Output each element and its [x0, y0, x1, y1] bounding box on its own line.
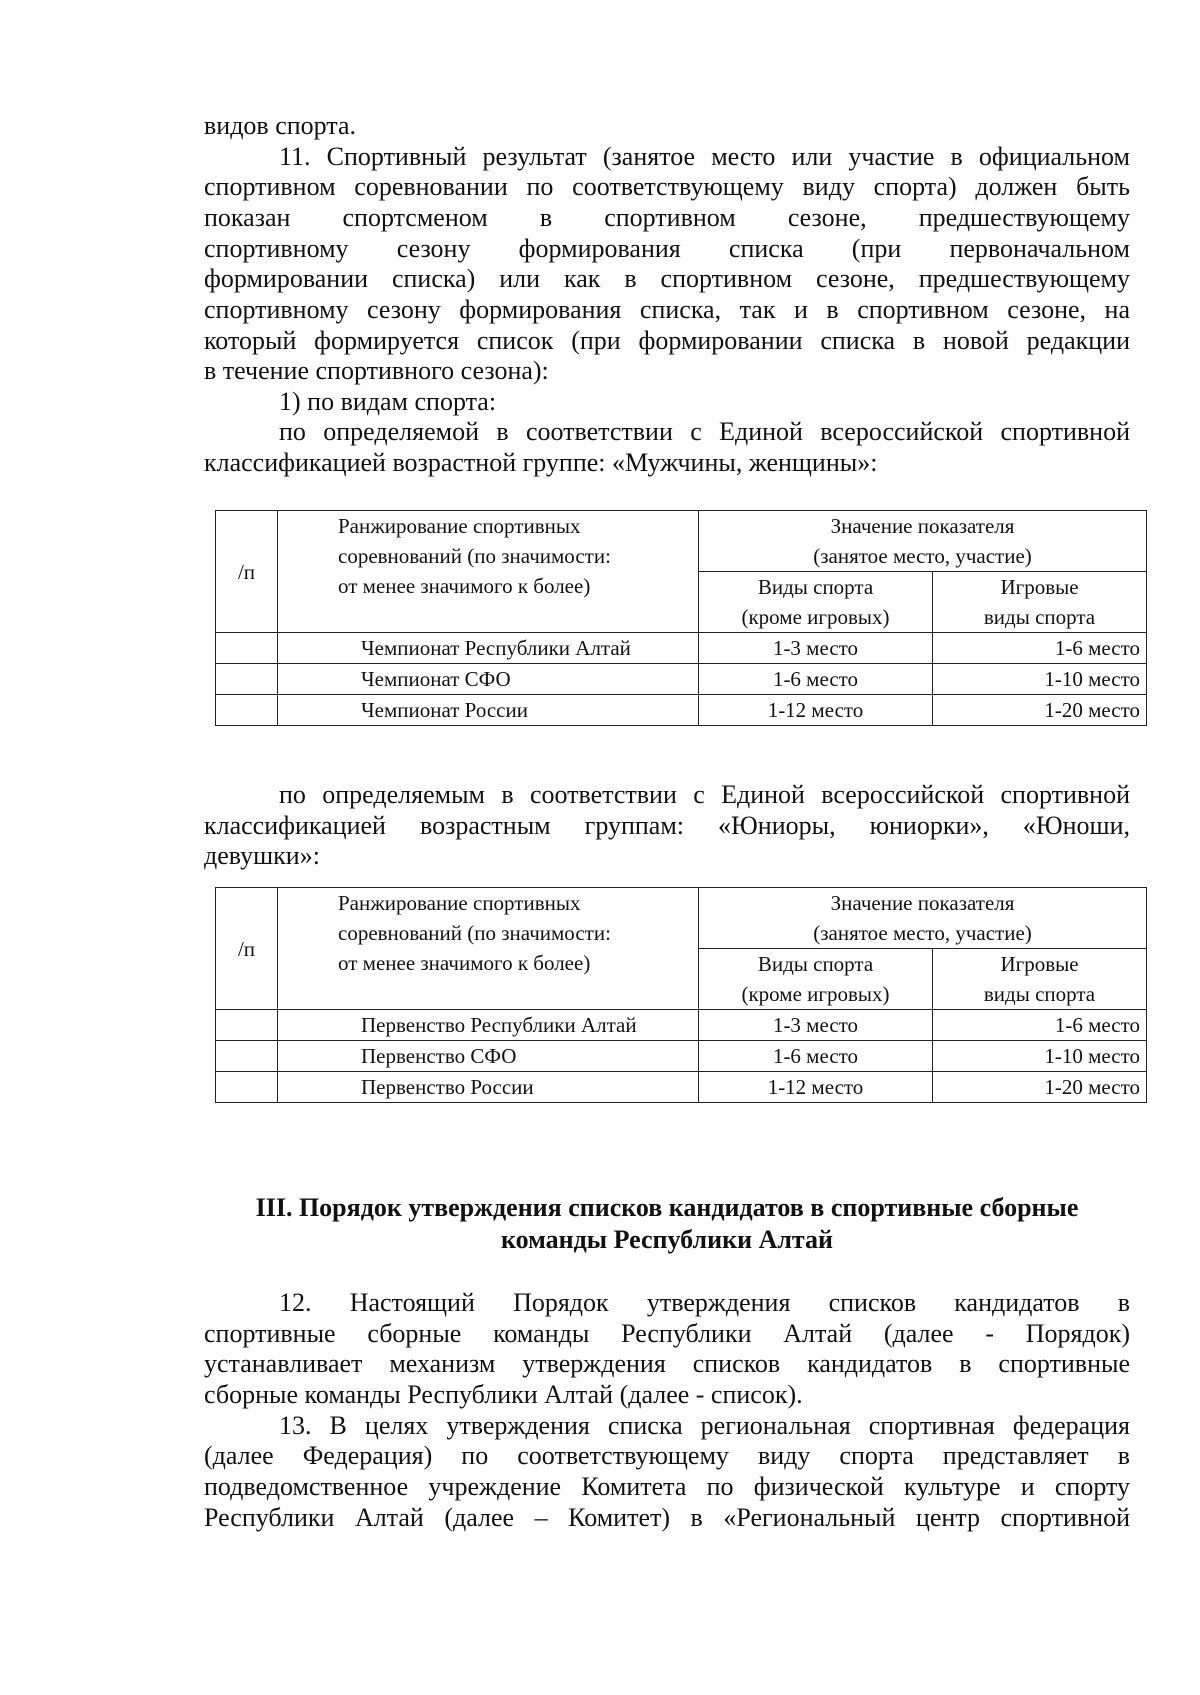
text-line: формировании списка) или как в спортивном сезоне, предшествующему — [204, 264, 1130, 293]
cell-games: 1-20 место — [933, 1072, 1147, 1103]
section-heading: команды Республики Алтай — [501, 1225, 833, 1254]
cell-number — [216, 1010, 278, 1041]
cell-number — [216, 633, 278, 664]
col-header-sports: Виды спорта (кроме игровых) — [699, 949, 933, 1010]
col-header-ranking: Ранжирование спортивных соревнований (по значимости: от менее значимого к более) — [278, 511, 699, 633]
cell-number — [216, 695, 278, 726]
cell-number — [216, 1072, 278, 1103]
text-line: сборные команды Республики Алтай (далее - список). — [204, 1380, 803, 1409]
section-heading: III. Порядок утверждения списков кандидатов в спортивные сборные — [255, 1193, 1079, 1222]
text-line: подведомственное учреждение Комитета по физической культуре и спорту — [204, 1472, 1130, 1501]
text-line: 1) по видам спорта: — [279, 387, 497, 416]
cell-sports: 1-6 место — [699, 664, 933, 695]
cell-sports: 1-3 место — [699, 633, 933, 664]
text-line: классификацией возрастной группе: «Мужчины, женщины»: — [204, 448, 878, 477]
text-line: по определяемым в соответствии с Единой всероссийской спортивной — [279, 780, 1130, 809]
text-line: девушки»: — [204, 841, 320, 870]
cell-competition: Первенство СФО — [278, 1041, 699, 1072]
col-header-value: Значение показателя (занятое место, участие) — [699, 888, 1147, 949]
cell-games: 1-20 место — [933, 695, 1147, 726]
text-line: в течение спортивного сезона): — [204, 356, 549, 385]
table-row — [216, 1010, 1147, 1041]
cell-competition: Первенство Республики Алтай — [278, 1010, 699, 1041]
text-line: спортивные сборные команды Республики Алтай (далее - Порядок) — [204, 1319, 1130, 1348]
text-line: видов спорта. — [204, 111, 357, 140]
cell-number — [216, 1041, 278, 1072]
text-line: спортивному сезону формирования списка (при первоначальном — [204, 234, 1130, 263]
table-row — [216, 664, 1147, 695]
cell-competition: Чемпионат Республики Алтай — [278, 633, 699, 664]
cell-sports: 1-12 место — [699, 695, 933, 726]
text-line: 12. Настоящий Порядок утверждения списков кандидатов в — [279, 1288, 1130, 1317]
text-line: (далее Федерация) по соответствующему виду спорта представляет в — [204, 1441, 1130, 1470]
cell-competition: Чемпионат России — [278, 695, 699, 726]
cell-competition: Чемпионат СФО — [278, 664, 699, 695]
text-line: Республики Алтай (далее – Комитет) в «Региональный центр спортивной — [204, 1503, 1130, 1532]
cell-games: 1-6 место — [933, 1010, 1147, 1041]
col-header-number: /п — [216, 511, 278, 633]
col-header-games: Игровые виды спорта — [933, 949, 1147, 1010]
table-row — [216, 1041, 1147, 1072]
text-line: классификацией возрастным группам: «Юниоры, юниорки», «Юноши, — [204, 811, 1130, 840]
col-header-ranking: Ранжирование спортивных соревнований (по значимости: от менее значимого к более) — [278, 888, 699, 1010]
col-header-sports: Виды спорта (кроме игровых) — [699, 572, 933, 633]
ranking-table-adults — [215, 510, 1147, 726]
cell-sports: 1-12 место — [699, 1072, 933, 1103]
text-line: 13. В целях утверждения списка региональная спортивная федерация — [279, 1411, 1130, 1440]
cell-games: 1-10 место — [933, 664, 1147, 695]
cell-sports: 1-3 место — [699, 1010, 933, 1041]
text-line: по определяемой в соответствии с Единой всероссийской спортивной — [279, 417, 1130, 446]
text-line: спортивному сезону формирования списка, так и в спортивном сезоне, на — [204, 295, 1130, 324]
cell-sports: 1-6 место — [699, 1041, 933, 1072]
col-header-games: Игровые виды спорта — [933, 572, 1147, 633]
text-line: который формируется список (при формировании списка в новой редакции — [204, 326, 1130, 355]
col-header-number: /п — [216, 888, 278, 1010]
text-line: показан спортсменом в спортивном сезоне, предшествующему — [204, 203, 1130, 232]
table-row — [216, 1072, 1147, 1103]
text-line: спортивном соревновании по соответствующему виду спорта) должен быть — [204, 172, 1130, 201]
table-row — [216, 633, 1147, 664]
ranking-table-juniors — [215, 887, 1147, 1103]
text-line: устанавливает механизм утверждения списков кандидатов в спортивные — [204, 1349, 1130, 1378]
cell-games: 1-6 место — [933, 633, 1147, 664]
table-row — [216, 695, 1147, 726]
cell-games: 1-10 место — [933, 1041, 1147, 1072]
col-header-value: Значение показателя (занятое место, участие) — [699, 511, 1147, 572]
cell-competition: Первенство России — [278, 1072, 699, 1103]
cell-number — [216, 664, 278, 695]
text-line: 11. Спортивный результат (занятое место или участие в официальном — [279, 142, 1130, 171]
